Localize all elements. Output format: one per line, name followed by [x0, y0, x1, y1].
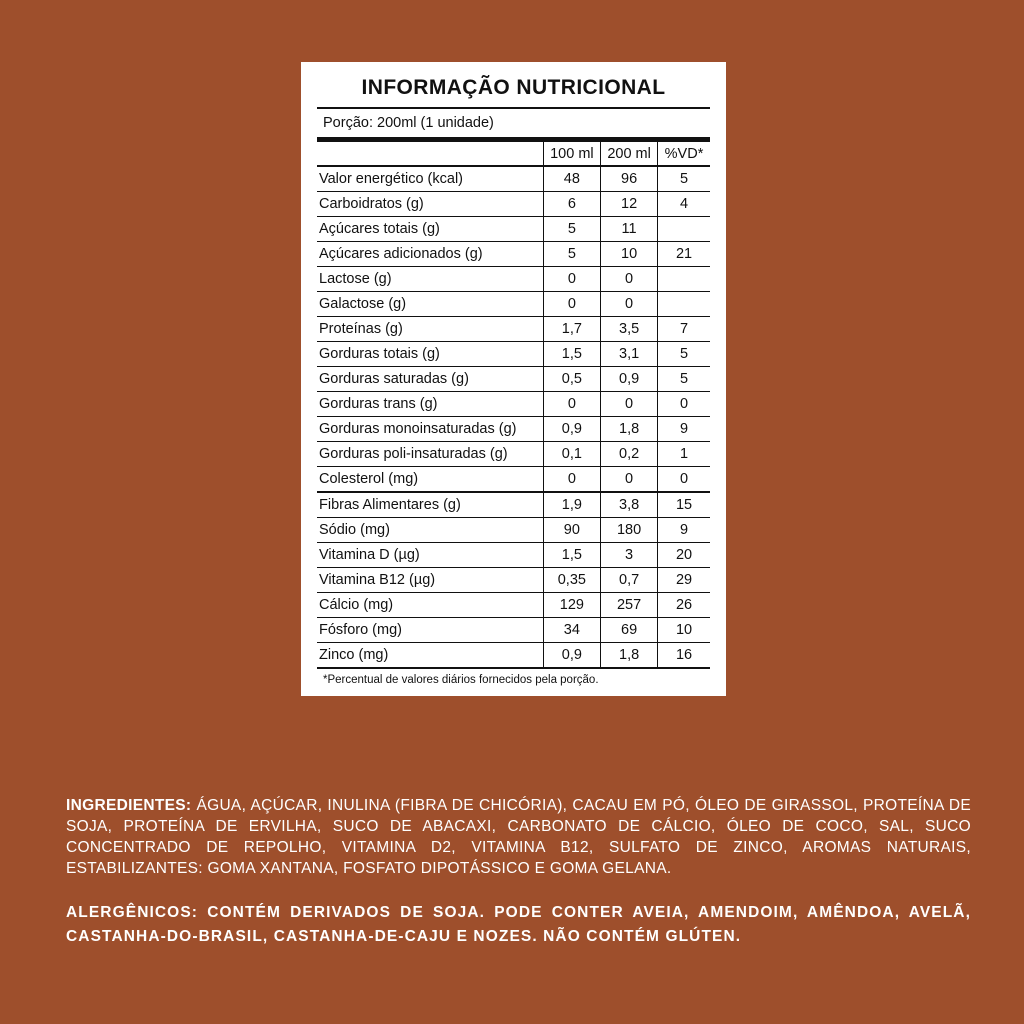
value-vd: 0: [658, 392, 710, 417]
value-100ml: 5: [543, 242, 601, 267]
value-vd: 10: [658, 618, 710, 643]
ingredients-paragraph: [66, 795, 971, 879]
nutrient-label: Gorduras saturadas (g): [317, 367, 543, 392]
value-200ml: 0: [601, 392, 658, 417]
value-vd: 21: [658, 242, 710, 267]
value-200ml: 3,5: [601, 317, 658, 342]
nutrient-label: Fibras Alimentares (g): [317, 492, 543, 518]
value-vd: 9: [658, 417, 710, 442]
value-100ml: 1,5: [543, 342, 601, 367]
allergens-paragraph: [66, 901, 971, 949]
value-100ml: 0: [543, 292, 601, 317]
nutrient-label: Carboidratos (g): [317, 192, 543, 217]
value-100ml: 0: [543, 267, 601, 292]
allergens-text: CONTÉM DERIVADOS DE SOJA. PODE CONTER AVEIA, AMENDOIM, AMÊNDOA, AVELÃ, CASTANHA-DO-BRASIL, CASTANHA-DE-CAJU E NOZES. NÃO CONTÉM GLÚTEN.: [66, 904, 971, 945]
nutrient-label: Gorduras totais (g): [317, 342, 543, 367]
value-100ml: 90: [543, 518, 601, 543]
value-200ml: 0: [601, 267, 658, 292]
value-vd: 0: [658, 467, 710, 493]
table-row: [317, 242, 710, 267]
table-row: [317, 317, 710, 342]
value-vd: [658, 292, 710, 317]
table-row: [317, 292, 710, 317]
panel-title: INFORMAÇÃO NUTRICIONAL: [317, 74, 710, 109]
value-100ml: 48: [543, 166, 601, 192]
value-200ml: 3,8: [601, 492, 658, 518]
value-200ml: 11: [601, 217, 658, 242]
table-row: [317, 267, 710, 292]
value-vd: 5: [658, 166, 710, 192]
value-100ml: 0,1: [543, 442, 601, 467]
nutrient-label: Cálcio (mg): [317, 593, 543, 618]
nutrient-label: Valor energético (kcal): [317, 166, 543, 192]
nutrient-label: Lactose (g): [317, 267, 543, 292]
column-header-100ml: 100 ml: [543, 142, 601, 166]
nutrient-label: Gorduras trans (g): [317, 392, 543, 417]
value-vd: 26: [658, 593, 710, 618]
value-200ml: 0,7: [601, 568, 658, 593]
table-row: [317, 417, 710, 442]
table-row: [317, 192, 710, 217]
value-100ml: 34: [543, 618, 601, 643]
value-200ml: 3: [601, 543, 658, 568]
column-header-200ml: 200 ml: [601, 142, 658, 166]
value-100ml: 1,5: [543, 543, 601, 568]
nutrition-facts-panel: [301, 62, 726, 696]
nutrient-label: Gorduras monoinsaturadas (g): [317, 417, 543, 442]
table-row: [317, 618, 710, 643]
ingredients-label: INGREDIENTES:: [66, 797, 192, 814]
value-vd: 1: [658, 442, 710, 467]
value-100ml: 0: [543, 392, 601, 417]
value-200ml: 96: [601, 166, 658, 192]
value-200ml: 69: [601, 618, 658, 643]
column-header-vd: %VD*: [658, 142, 710, 166]
table-row: [317, 442, 710, 467]
value-200ml: 257: [601, 593, 658, 618]
allergens-label: ALERGÊNICOS:: [66, 904, 199, 921]
column-header-nutrient: [317, 142, 543, 166]
value-vd: 16: [658, 643, 710, 668]
value-200ml: 1,8: [601, 643, 658, 668]
nutrient-label: Colesterol (mg): [317, 467, 543, 493]
table-head: [317, 142, 710, 166]
value-vd: 7: [658, 317, 710, 342]
nutrient-label: Fósforo (mg): [317, 618, 543, 643]
value-vd: [658, 217, 710, 242]
value-100ml: 1,7: [543, 317, 601, 342]
value-200ml: 180: [601, 518, 658, 543]
nutrient-label: Zinco (mg): [319, 647, 389, 663]
value-200ml: 12: [601, 192, 658, 217]
nutrient-label: Gorduras poli-insaturadas (g): [317, 442, 543, 467]
table-row: [317, 467, 710, 493]
table-body: [317, 166, 710, 667]
table-row: [317, 643, 710, 668]
nutrient-label: Vitamina B12 (µg): [317, 568, 543, 593]
table-row: [317, 367, 710, 392]
footnote: *Percentual de valores diários fornecidos pela porção.: [317, 667, 710, 686]
value-vd: 4: [658, 192, 710, 217]
value-200ml: 0,9: [601, 367, 658, 392]
value-200ml: 0: [601, 467, 658, 493]
table-row: [317, 492, 710, 518]
nutrient-label: Açúcares adicionados (g): [317, 242, 543, 267]
table-header-row: [317, 142, 710, 166]
value-100ml: 0,9: [543, 417, 601, 442]
table-row: [317, 518, 710, 543]
value-200ml: 0: [601, 292, 658, 317]
value-vd: 20: [658, 543, 710, 568]
value-200ml: 10: [601, 242, 658, 267]
nutrient-label: Galactose (g): [317, 292, 543, 317]
table-row: [317, 392, 710, 417]
value-vd: 5: [658, 367, 710, 392]
table-row: [317, 166, 710, 192]
value-100ml: 0,35: [543, 568, 601, 593]
value-100ml: 0,9: [543, 643, 601, 668]
nutrient-label: Sódio (mg): [317, 518, 543, 543]
value-100ml: 0: [543, 467, 601, 493]
value-100ml: 6: [543, 192, 601, 217]
value-100ml: 0,5: [543, 367, 601, 392]
value-200ml: 0,2: [601, 442, 658, 467]
value-100ml: 129: [543, 593, 601, 618]
table-row: [317, 543, 710, 568]
nutrient-label: Açúcares totais (g): [317, 217, 543, 242]
value-200ml: 1,8: [601, 417, 658, 442]
value-200ml: 3,1: [601, 342, 658, 367]
value-100ml: 1,9: [543, 492, 601, 518]
table-row: [317, 217, 710, 242]
value-vd: 5: [658, 342, 710, 367]
value-100ml: 5: [543, 217, 601, 242]
table-row: [317, 342, 710, 367]
nutrient-label: Proteínas (g): [317, 317, 543, 342]
nutrient-label: Vitamina D (µg): [317, 543, 543, 568]
nutrition-table: [317, 142, 710, 667]
ingredients-text: ÁGUA, AÇÚCAR, INULINA (FIBRA DE CHICÓRIA), CACAU EM PÓ, ÓLEO DE GIRASSOL, PROTEÍNA DE SOJA, PROTEÍNA DE ERVILHA, SUCO DE ABACAXI, CARBONATO DE CÁLCIO, ÓLEO DE COCO, SAL, SUCO CONCENTRADO DE REPOLHO, VITAMINA D2, VITAMINA B12, SULFATO DE ZINCO, AROMAS NATURAIS, ESTABILIZANTES: GOMA XANTANA, FOSFATO DIPOTÁSSICO E GOMA GELANA.: [66, 797, 971, 877]
value-vd: [658, 267, 710, 292]
bottom-text-block: [66, 795, 971, 971]
value-vd: 15: [658, 492, 710, 518]
table-row: [317, 568, 710, 593]
value-vd: 9: [658, 518, 710, 543]
table-row: [317, 593, 710, 618]
value-vd: 29: [658, 568, 710, 593]
serving-size: Porção: 200ml (1 unidade): [317, 109, 710, 142]
